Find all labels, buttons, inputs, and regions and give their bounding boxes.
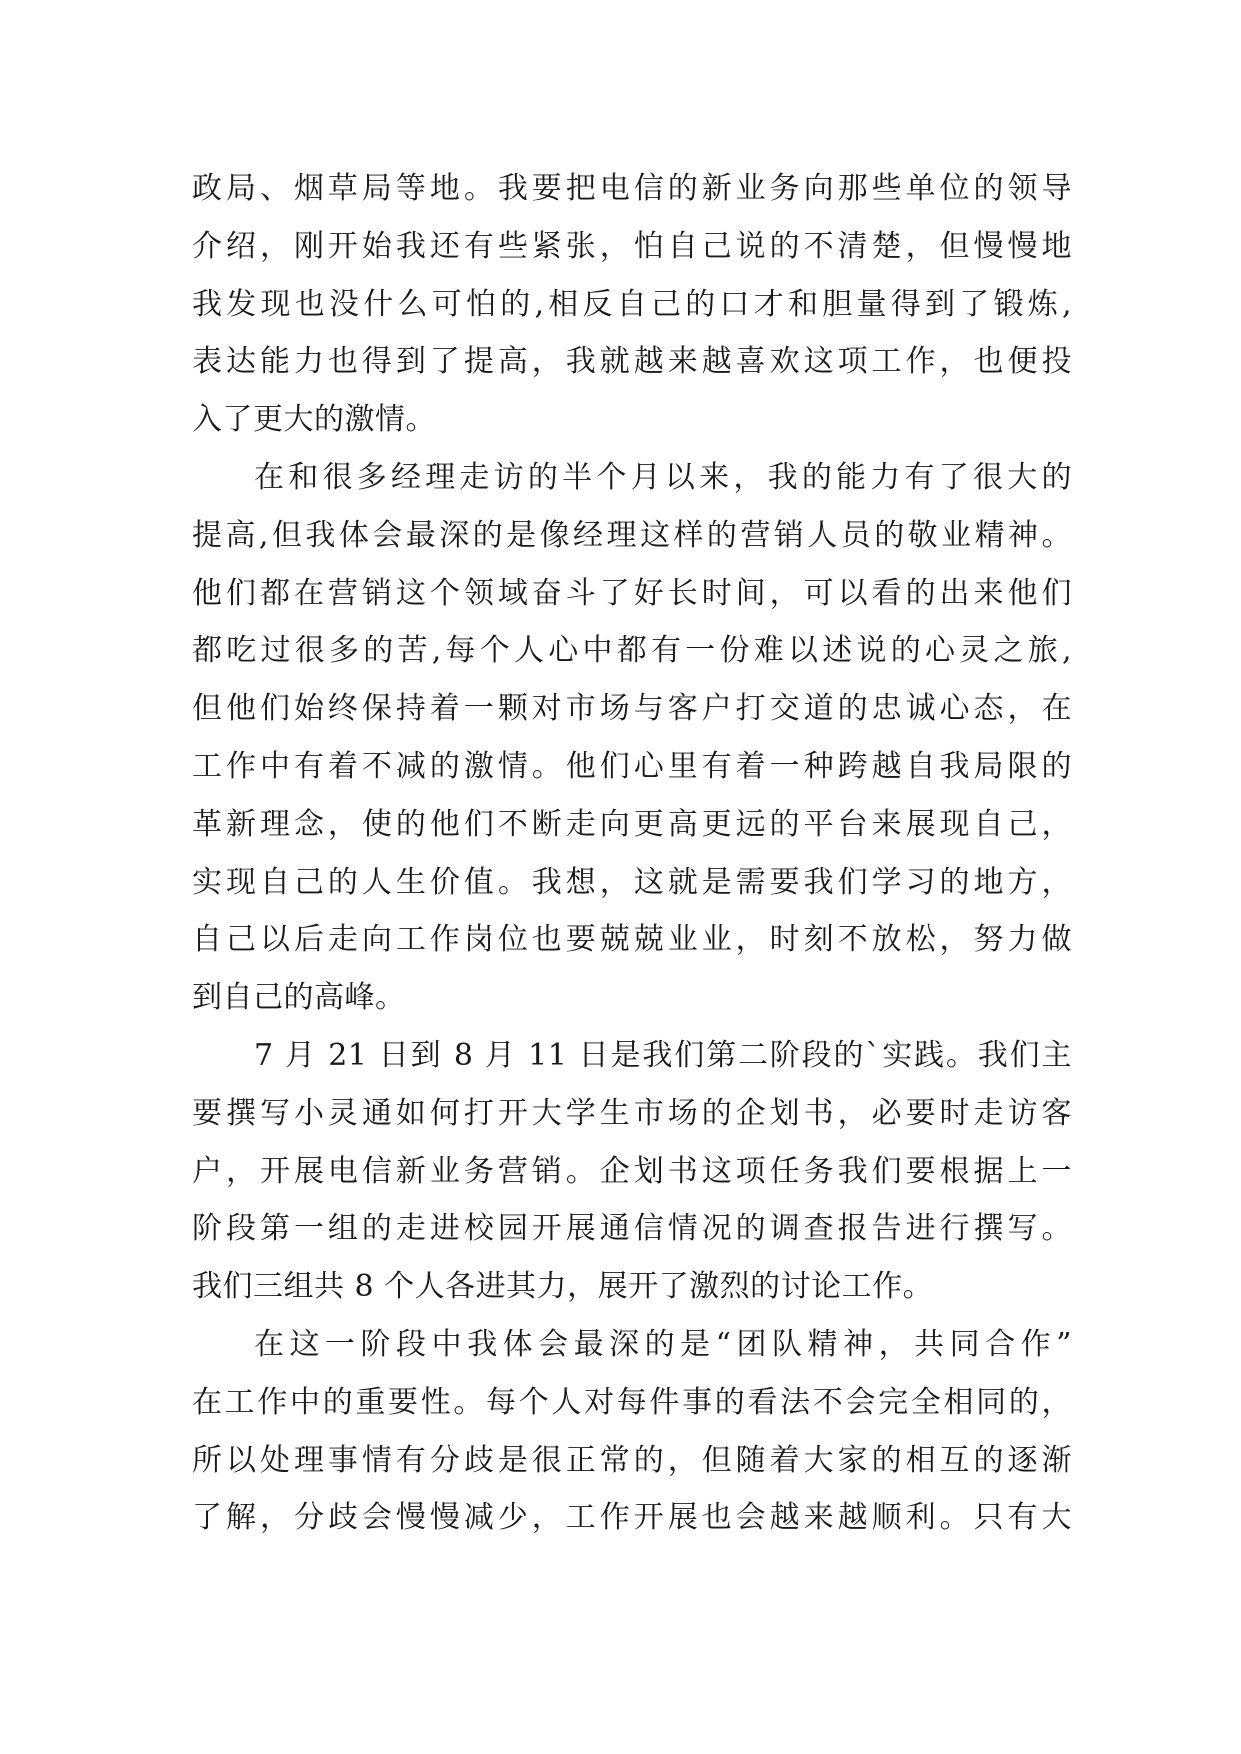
paragraph-first-line: 在和很多经理走访的半个月以来，我的能力有了很大的 — [254, 459, 1072, 495]
text-line: 在工作中的重要性。每个人对每件事的看法不会完全相同的， — [192, 1384, 1072, 1420]
text-line: 政局、烟草局等地。我要把电信的新业务向那些单位的领导 — [192, 171, 1072, 206]
text-line: 他们都在营销这个领域奋斗了好长时间，可以看的出来他们 — [192, 575, 1072, 611]
text-line: 了解，分歧会慢慢减少，工作开展也会越来越顺利。只有大 — [192, 1500, 1072, 1536]
text-line: 到自己的高峰。 — [192, 980, 406, 1016]
text-line: 但他们始终保持着一颗对市场与客户打交道的忠诚心态，在 — [192, 691, 1072, 727]
text-line: 我发现也没什么可怕的,相反自己的口才和胆量得到了锻炼, — [192, 286, 1072, 322]
text-line: 提高,但我体会最深的是像经理这样的营销人员的敬业精神。 — [192, 517, 1072, 553]
text-line: 革新理念，使的他们不断走向更高更远的平台来展现自己， — [192, 806, 1072, 842]
text-line: 入了更大的激情。 — [192, 402, 436, 438]
paragraph-first-line: 7 月 21 日到 8 月 11 日是我们第二阶段的`实践。我们主 — [254, 1037, 1072, 1073]
text-line: 户，开展电信新业务营销。企划书这项任务我们要根据上一 — [192, 1153, 1072, 1189]
text-line: 自己以后走向工作岗位也要兢兢业业，时刻不放松，努力做 — [192, 922, 1072, 958]
text-line: 都吃过很多的苦,每个人心中都有一份难以述说的心灵之旅, — [192, 633, 1072, 669]
text-line: 要撰写小灵通如何打开大学生市场的企划书，必要时走访客 — [192, 1095, 1072, 1131]
paragraph-first-line: 在这一阶段中我体会最深的是“团队精神，共同合作” — [254, 1326, 1072, 1362]
text-line: 实现自己的人生价值。我想，这就是需要我们学习的地方， — [192, 864, 1072, 900]
text-line: 工作中有着不减的激情。他们心里有着一种跨越自我局限的 — [192, 748, 1072, 784]
text-line: 介绍，刚开始我还有些紧张，怕自己说的不清楚，但慢慢地 — [192, 228, 1072, 264]
text-line: 所以处理事情有分歧是很正常的，但随着大家的相互的逐渐 — [192, 1442, 1072, 1478]
text-line: 表达能力也得到了提高，我就越来越喜欢这项工作，也便投 — [192, 344, 1072, 380]
text-line: 阶段第一组的走进校园开展通信情况的调查报告进行撰写。 — [192, 1211, 1072, 1247]
body-text — [192, 160, 1072, 1547]
text-line: 我们三组共 8 个人各进其力，展开了激烈的讨论工作。 — [192, 1269, 934, 1305]
